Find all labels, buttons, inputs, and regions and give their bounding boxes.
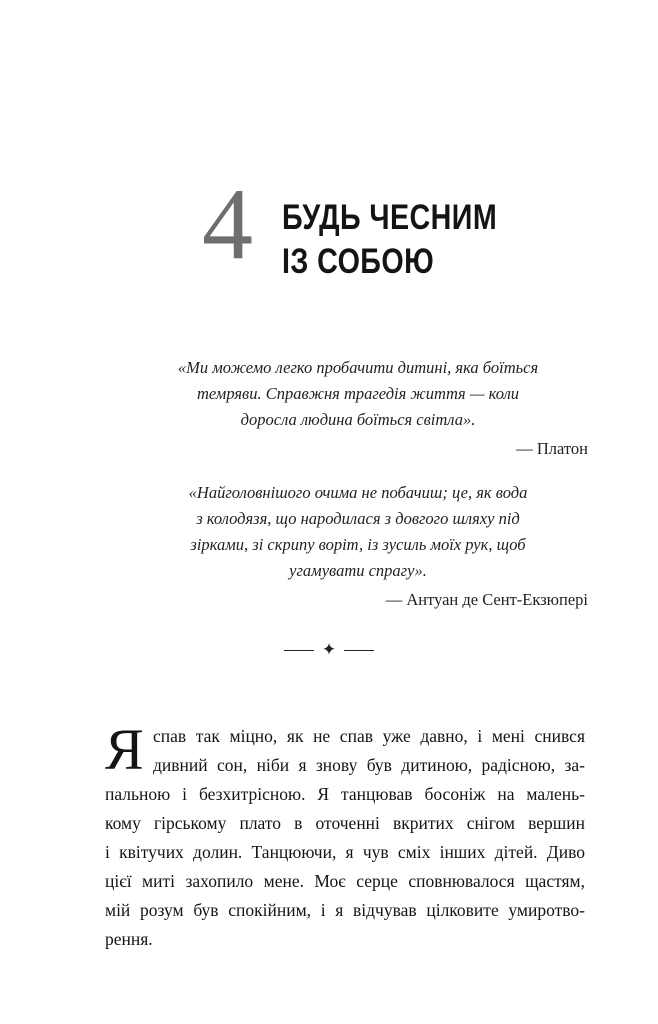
- quote-line: угамувати спрагу».: [289, 561, 427, 580]
- epigraph-plato: [128, 355, 588, 462]
- chapter-title: [282, 196, 497, 284]
- section-ornament: [0, 640, 658, 660]
- quote-line: «Ми можемо легко пробачити дитині, яка боїться: [177, 358, 539, 377]
- quote-line: з колодязя, що народилася з довгого шляху під: [196, 509, 520, 528]
- quote-line: зірками, зі скрипу воріт, із зусиль моїх рук, щоб: [190, 535, 526, 554]
- body-line: цієї миті захопило мене. Моє серце сповнювалося щастям,: [105, 871, 585, 891]
- ornament-rule-right: [344, 650, 374, 651]
- epigraph-author: — Платон: [516, 439, 588, 458]
- body-line: рення.: [105, 929, 153, 949]
- quote-line: темряви. Справжня трагедія життя — коли: [196, 384, 520, 403]
- drop-cap: Я: [105, 717, 144, 782]
- epigraph-quote: [128, 355, 588, 433]
- ornament-star-icon: ✦: [321, 640, 337, 659]
- chapter-heading: [0, 168, 658, 282]
- epigraph-author: — Антуан де Сент-Екзюпері: [385, 590, 588, 609]
- epigraph-quote: [128, 480, 588, 584]
- chapter-title-line-2: ІЗ СОБОЮ: [282, 242, 435, 281]
- body-line: спав так міцно, як не спав уже давно, і мені снився: [153, 726, 585, 746]
- body-line: мій розум був спокійним, і я відчував цілковите умиротво-: [105, 900, 585, 920]
- body-line: і квітучих долин. Танцюючи, я чув сміх інших дітей. Диво: [105, 842, 585, 862]
- body-paragraph: [105, 717, 585, 954]
- body-line: пальною і безхитрісною. Я танцював босоніж на малень-: [105, 784, 585, 804]
- quote-line: доросла людина боїться світла».: [240, 410, 476, 429]
- chapter-title-line-1: БУДЬ ЧЕСНИМ: [282, 198, 498, 237]
- ornament-rule-left: [284, 650, 314, 651]
- chapter-number: 4: [202, 168, 253, 281]
- quote-line: «Найголовнішого очима не побачиш; це, як вода: [188, 483, 528, 502]
- body-line: дивний сон, ніби я знову був дитиною, радісною, за-: [153, 755, 585, 775]
- body-line: кому гірському плато в оточенні вкритих снігом вершин: [105, 813, 585, 833]
- epigraph-exupery: [128, 480, 588, 613]
